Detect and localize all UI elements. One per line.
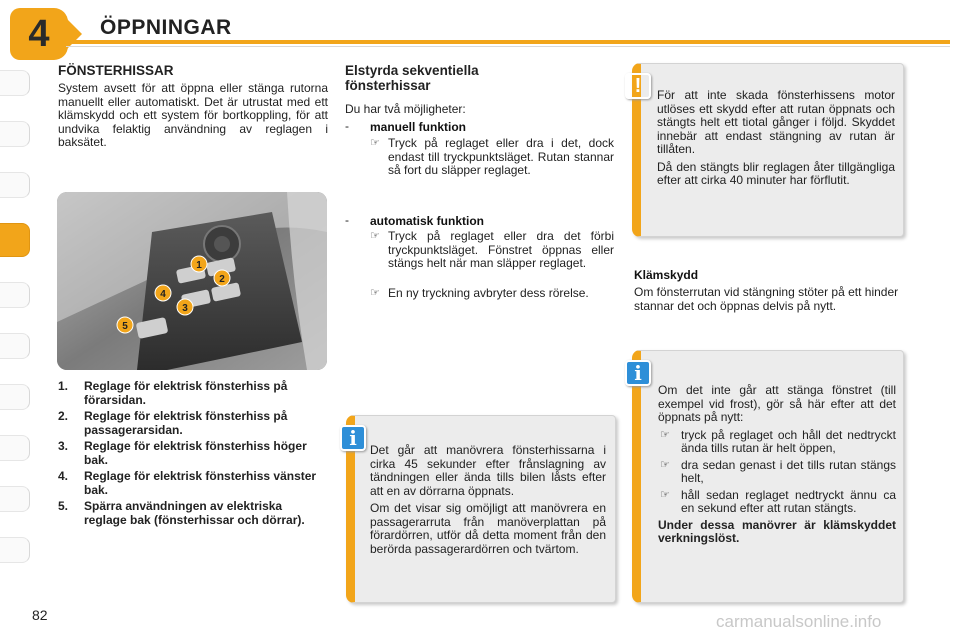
frost-intro: Om det inte går att stänga fönstret (till exempel vid frost), gör så här efter att det öppnats på nytt: — [658, 383, 896, 424]
item-number: 2. — [58, 409, 69, 423]
manual-function-title: manuell funktion — [370, 120, 466, 134]
info-icon: i — [625, 360, 651, 386]
chapter-tab-1[interactable] — [0, 70, 30, 96]
door-panel-illustration — [57, 192, 327, 370]
window-switch-photo — [57, 192, 327, 370]
item-text: Reglage för elektrisk fönsterhiss på passagerarsidan. — [84, 409, 288, 437]
list-item — [58, 470, 328, 497]
chapter-tab-10[interactable] — [0, 537, 30, 563]
frost-step — [658, 489, 896, 516]
item-text: Reglage för elektrisk fönsterhiss vänster bak. — [84, 469, 317, 497]
section-intro: System avsett för att öppna eller stänga rutorna manuellt eller automatiskt. Det är utrustat med ett klämskydd och ett system för bortkoppling, för att undvika felaktig användning av reglagen i baksätet. — [58, 81, 328, 149]
auto-bullet-2-text: En ny tryckning avbryter dess rörelse. — [388, 286, 589, 300]
warning-box-content — [657, 89, 895, 192]
warning-icon: ! — [625, 73, 651, 99]
item-number: 3. — [58, 439, 69, 453]
dash-marker: - — [345, 213, 349, 227]
item-number: 1. — [58, 379, 69, 393]
list-item — [58, 440, 328, 467]
auto-bullet-1-text: Tryck på reglaget eller dra det förbi tryckpunktsläget. Fönstret öppnas eller stängs helt när man släpper reglaget. — [388, 229, 614, 270]
chapter-tab-2[interactable] — [0, 121, 30, 147]
frost-step-text: dra sedan genast i det tills rutan stängs helt, — [681, 457, 896, 485]
info-box-frost-content — [658, 384, 896, 550]
warning-paragraph-2: Då den stängts blir reglagen åter tillgängliga efter att cirka 40 minuter har förflutit. — [657, 159, 895, 187]
chapter-badge — [10, 8, 68, 60]
chapter-tab-8[interactable] — [0, 435, 30, 461]
item-number: 4. — [58, 469, 69, 483]
callout-4: 4 — [160, 289, 166, 300]
pinch-protection-heading: Klämskydd — [634, 268, 699, 282]
info-box-timeout-content — [370, 444, 606, 560]
frost-warning-note: Under dessa manövrer är klämskyddet verkningslöst. — [658, 517, 896, 545]
dash-marker: - — [345, 119, 349, 133]
item-text: Reglage för elektrisk fönsterhiss höger bak. — [84, 439, 307, 467]
hand-pointer-icon: ☞ — [660, 488, 670, 501]
item-text: Reglage för elektrisk fönsterhiss på förarsidan. — [84, 379, 288, 407]
hand-pointer-icon: ☞ — [370, 230, 380, 242]
frost-step-text: håll sedan reglaget nedtryckt ännu ca en sekund efter att rutan stängts. — [681, 487, 896, 515]
control-list — [58, 380, 328, 530]
hand-pointer-icon: ☞ — [370, 287, 380, 299]
frost-step — [658, 429, 896, 456]
item-number: 5. — [58, 499, 69, 513]
options-intro: Du har två möjligheter: — [345, 102, 466, 116]
manual-bullet — [370, 136, 614, 178]
section-heading: FÖNSTERHISSAR — [58, 63, 174, 78]
pinch-protection-text: Om fönsterrutan vid stängning stöter på ett hinder stannar det och öppnas delvis på nytt. — [634, 285, 899, 313]
manual-bullet-text: Tryck på reglaget eller dra i det, dock endast till tryckpunktsläget. Rutan stannar så fort du släpper reglaget. — [388, 136, 614, 177]
info-paragraph-2: Om det visar sig omöjligt att manövrera en passagerarruta från manöverplattan på förardörren, utför då detta moment från den berörda passagerardörren och tvärtom. — [370, 501, 606, 556]
chapter-number: 4 — [28, 12, 50, 55]
callout-1: 1 — [196, 260, 202, 271]
callout-2: 2 — [219, 274, 225, 285]
chapter-tab-4-active[interactable] — [0, 223, 30, 257]
list-item — [58, 500, 328, 527]
chapter-tabs — [0, 70, 30, 588]
chapter-tab-9[interactable] — [0, 486, 30, 512]
auto-bullet-1 — [370, 229, 614, 271]
info-icon: i — [340, 425, 366, 451]
chapter-title: ÖPPNINGAR — [100, 16, 232, 39]
chapter-tab-7[interactable] — [0, 384, 30, 410]
hand-pointer-icon: ☞ — [660, 458, 670, 471]
sequential-heading: Elstyrda sekventiella fönsterhissar — [345, 63, 479, 93]
list-item — [58, 380, 328, 407]
chapter-tab-5[interactable] — [0, 282, 30, 308]
chapter-tab-3[interactable] — [0, 172, 30, 198]
chapter-tab-6[interactable] — [0, 333, 30, 359]
auto-bullet-2 — [370, 286, 614, 301]
frost-step — [658, 459, 896, 486]
info-paragraph-1: Det går att manövrera fönsterhissarna i cirka 45 sekunder efter frånslagning av tändningen eller ända tills bilen låsts efter att en av dörrarna öppnats. — [370, 443, 606, 498]
list-item — [58, 410, 328, 437]
item-text: Spärra användningen av elektriska reglage bak (fönsterhissar och dörrar). — [84, 499, 305, 527]
header-rule-thin — [66, 46, 950, 47]
hand-pointer-icon: ☞ — [660, 428, 670, 441]
callout-3: 3 — [182, 303, 188, 314]
warning-paragraph-1: För att inte skada fönsterhissens motor utlöses ett skydd efter att rutan öppnats och stängts helt ett tiotal gånger i följd. Skyddet innebär att endast stängning av rutan är tillåten. — [657, 88, 895, 156]
frost-step-text: tryck på reglaget och håll det nedtryckt ända tills rutan är helt öppen, — [681, 427, 896, 455]
callout-5: 5 — [122, 321, 128, 332]
hand-pointer-icon: ☞ — [370, 137, 380, 149]
watermark: carmanualsonline.info — [716, 612, 882, 631]
page-number: 82 — [32, 607, 48, 623]
auto-function-title: automatisk funktion — [370, 214, 485, 228]
header-rule — [66, 40, 950, 44]
